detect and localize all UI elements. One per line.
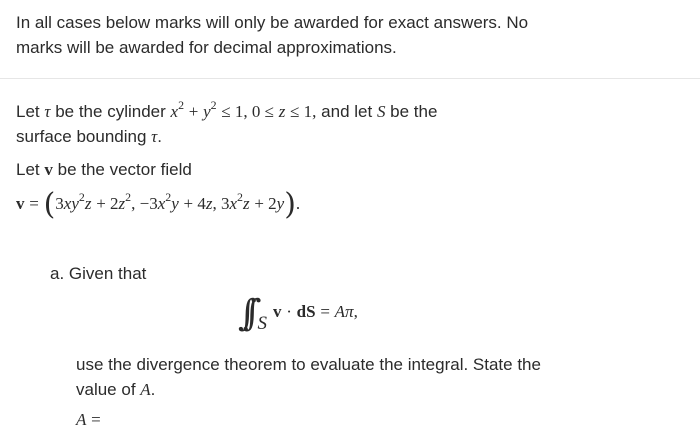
double-integral-sign: ∫∫ xyxy=(238,293,248,334)
v-symbol: v xyxy=(44,160,53,179)
section-divider xyxy=(0,78,700,79)
part-a-label: a. xyxy=(50,264,65,283)
part-a-instruction: use the divergence theorem to evaluate the integral. State the value of A. xyxy=(76,355,541,399)
vector-field-formula: $v = (3xy^2z + 2z^2$, $-3x^2y + 4z$, $3x^2z + 2y$). xyxy=(16,187,301,222)
marking-note: In all cases below marks will only be awarded for exact answers. No marks will be awarded for decimal approximations. xyxy=(16,13,529,57)
vector-field-intro-line: Let v be the vector field xyxy=(16,160,192,179)
surface-bounding-line: surface bounding τ. xyxy=(16,127,162,146)
cylinder-definition-line: Let τ be the cylinder $x^2 + y^2 \le 1$, 0 ≤ z ≤ 1, and let S be the xyxy=(16,98,438,121)
surface-symbol: S xyxy=(376,102,386,121)
part-a-header: a. Given that xyxy=(50,264,147,283)
tau-symbol: τ xyxy=(44,102,51,121)
answer-prompt: A = xyxy=(76,410,101,429)
surface-integral-equation: ∫∫ Sv · dS = Aπ, xyxy=(238,293,358,334)
